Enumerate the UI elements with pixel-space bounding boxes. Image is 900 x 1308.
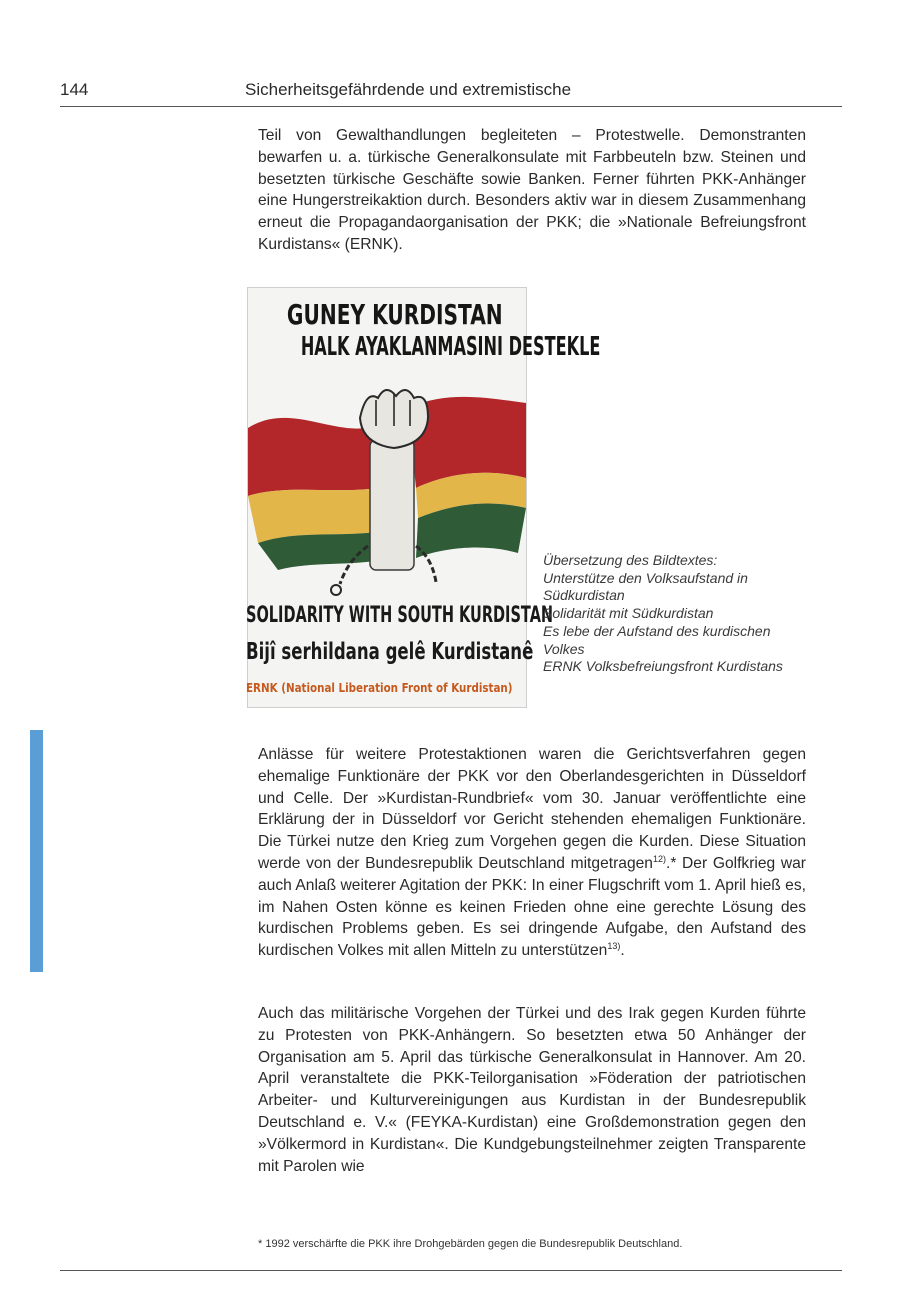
- caption-line3: Es lebe der Aufstand des kurdischen Volkes: [543, 622, 771, 657]
- paragraph-1: Teil von Gewalthandlungen begleiteten – Protestwelle. Demonstranten bewarfen u. a. türkische Generalkonsulate mit Farbbeuteln bzw. Steinen und besetzten türkische Geschäfte sowie Banken. Ferner führten PKK-Anhänger eine Hungerstreikaktion durch. Besonders aktiv war in diesem Zusammenhang erneut die Propagandaorganisation der PKK; die »Nationale Befreiungsfront Kurdistans« (ERNK).: [258, 127, 806, 253]
- page-number: 144: [60, 80, 89, 99]
- paragraph-2-text-b: .* Der Golfkrieg war auch Anlaß weiterer Agitation der PKK: In einer Flugschrift vom 1. April hieß es, im Nahen Osten könne es keinen Frieden ohne eine gerechte Lösung des kurdischen Problems geben. Es sei dringende Aufgabe, den Aufstand des kurdischen Volkes mit allen Mitteln zu unterstützen: [258, 854, 807, 960]
- image-caption: [543, 552, 783, 676]
- poster-footer-line3: ERNK (National Liberation Front of Kurdistan): [246, 681, 513, 695]
- caption-line2: Solidarität mit Südkurdistan: [543, 605, 714, 622]
- caption-title: Übersetzung des Bildtextes:: [543, 552, 718, 568]
- caption-line4: ERNK Volksbefreiungsfront Kurdistans: [543, 658, 783, 675]
- running-header: Sicherheitsgefährdende und extremistische: [245, 80, 572, 99]
- paragraph-2-text-c: .: [620, 942, 625, 960]
- footnote-ref-12: 12): [652, 853, 666, 864]
- caption-line1: Unterstütze den Volksaufstand in Südkurdistan: [543, 569, 748, 604]
- poster-image: [246, 287, 601, 708]
- paragraph-2-text-a: Anlässe für weitere Protestaktionen waren die Gerichtsverfahren gegen ehemalige Funktionäre der PKK vor den Oberlandesgerichten in Düsseldorf und Celle. Der »Kurdistan-Rundbrief« vom 30. Januar veröffentlichte eine Erklärung der in Düsseldorf vor Gericht stehenden ehemaligen Funktionäre. Die Türkei nutze den Krieg zum Vorgehen gegen die Kurden. Diese Situation werde von der Bundesrepublik Deutschland mitgetragen: [258, 746, 806, 872]
- poster-heading-line2: HALK AYAKLANMASINI DESTEKLE: [300, 332, 601, 362]
- footnote: * 1992 verschärfte die PKK ihre Drohgebärden gegen die Bundesrepublik Deutschland.: [258, 1238, 683, 1250]
- poster-footer-line1: SOLIDARITY WITH SOUTH KURDISTAN: [246, 603, 554, 628]
- header-rule: [60, 106, 842, 107]
- footer-rule: [60, 1270, 842, 1271]
- footnote-ref-13: 13): [607, 940, 621, 951]
- chain-link: [331, 585, 341, 595]
- poster-heading-line1: GUNEY KURDISTAN: [286, 298, 503, 331]
- fist-arm: [370, 440, 414, 570]
- paragraph-2: [258, 744, 806, 962]
- poster-artwork: [248, 378, 526, 598]
- side-marker-bar: [30, 730, 43, 972]
- paragraph-3: Auch das militärische Vorgehen der Türkei und des Irak gegen Kurden führte zu Protesten von PKK-Anhängern. So besetzten etwa 50 Anhänger der Organisation am 5. April das türkische Generalkonsulat in Hannover. Am 20. April veranstaltete die PKK-Teilorganisation »Föderation der patriotischen Arbeiter- und Kulturvereinigungen aus Kurdistan in der Bundesrepublik Deutschland e. V.« (FEYKA-Kurdistan) eine Großdemonstration gegen den »Völkermord in Kurdistan«. Die Kundgebungsteilnehmer zeigten Transparente mit Parolen wie: [258, 1005, 806, 1175]
- poster-footer-line2: Bijî serhildana gelê Kurdistanê: [246, 639, 534, 665]
